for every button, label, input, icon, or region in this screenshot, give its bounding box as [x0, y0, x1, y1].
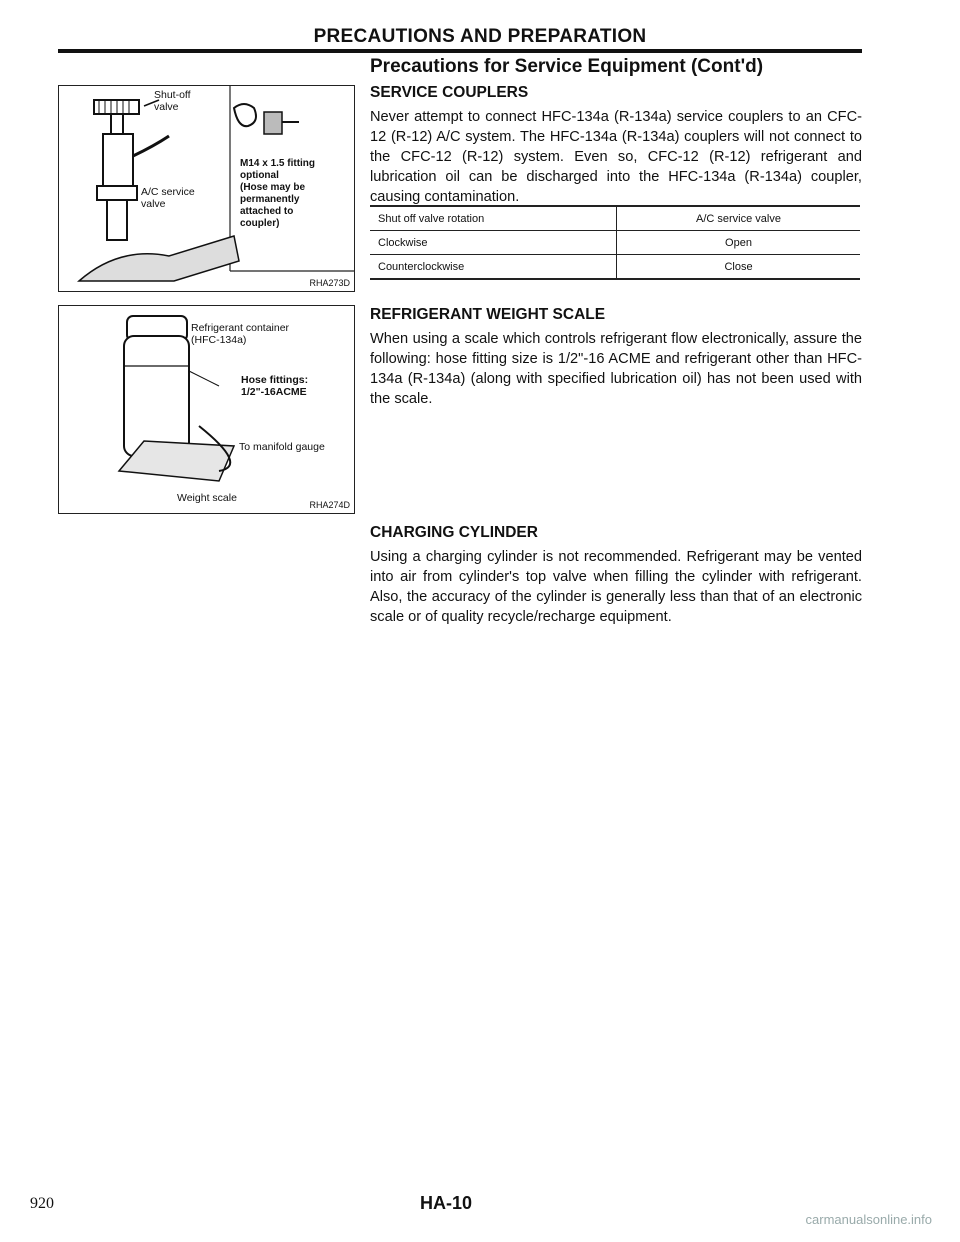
page-code: HA-10: [420, 1193, 473, 1213]
table-row: [370, 231, 860, 255]
table-cell: Clockwise: [370, 231, 617, 255]
weight-scale-heading: REFRIGERANT WEIGHT SCALE: [370, 306, 606, 323]
page-header: PRECAUTIONS AND PREPARATION: [313, 26, 647, 47]
charging-cylinder-section: [370, 518, 862, 627]
service-couplers-heading: SERVICE COUPLERS: [370, 84, 529, 101]
table-header-row: [370, 206, 860, 231]
table-header: A/C service valve: [617, 206, 861, 231]
figure-service-coupler: [58, 85, 355, 292]
manifold-gauge-label: To manifold gauge: [239, 441, 325, 453]
hose-fittings-label: Hose fittings: 1/2"-16ACME: [241, 374, 309, 398]
valve-rotation-table: [370, 205, 860, 280]
charging-cylinder-heading: CHARGING CYLINDER: [370, 524, 538, 541]
ac-service-valve-label: A/C service valve: [141, 186, 195, 210]
figure-code: RHA274D: [309, 500, 350, 510]
charging-cylinder-text: Using a charging cylinder is not recommended. Refrigerant may be vented into air from cylinder's top valve when filling the cylinder with refrigerant. Also, the accuracy of the cylinder is generally less than that of an electronic scale or of quality recycle/recharge equipment.: [370, 549, 862, 625]
service-couplers-text: Never attempt to connect HFC-134a (R-134a) service couplers to an CFC-12 (R-12) A/C system. The HFC-134a (R-134a) couplers will not connect to the CFC-12 (R-12) system. Even so, CFC-12 (R-12) refrigerant and lubrication oil can be discharged into the HFC-134a (R-134a) coupler, causing contamination.: [370, 109, 862, 205]
weight-scale-section: [370, 300, 862, 409]
weight-scale-label: Weight scale: [177, 492, 237, 504]
main-column: [370, 56, 862, 207]
weight-scale-text: When using a scale which controls refrigerant flow electronically, assure the following: hose fitting size is 1/2"-16 ACME and refrigerant other than HFC-134a (R-134a) (along with specified lubrication oil) has not been used with the scale.: [370, 331, 862, 407]
page-number: 920: [30, 1195, 54, 1212]
table-row: [370, 255, 860, 280]
table-cell: Open: [617, 231, 861, 255]
table-header: Shut off valve rotation: [370, 206, 617, 231]
section-title: Precautions for Service Equipment (Cont'd): [370, 56, 764, 77]
fitting-note: M14 x 1.5 fitting optional (Hose may be permanently attached to coupler): [240, 158, 316, 229]
watermark: carmanualsonline.info: [805, 1212, 932, 1227]
table-cell: Close: [617, 255, 861, 280]
refrigerant-container-label: Refrigerant container (HFC-134a): [191, 322, 290, 346]
shut-off-valve-label: Shut-off valve: [154, 89, 191, 113]
table-cell: Counterclockwise: [370, 255, 617, 280]
figure-weight-scale: [58, 305, 355, 514]
header-rule: [58, 49, 862, 53]
figure-code: RHA273D: [309, 278, 350, 288]
